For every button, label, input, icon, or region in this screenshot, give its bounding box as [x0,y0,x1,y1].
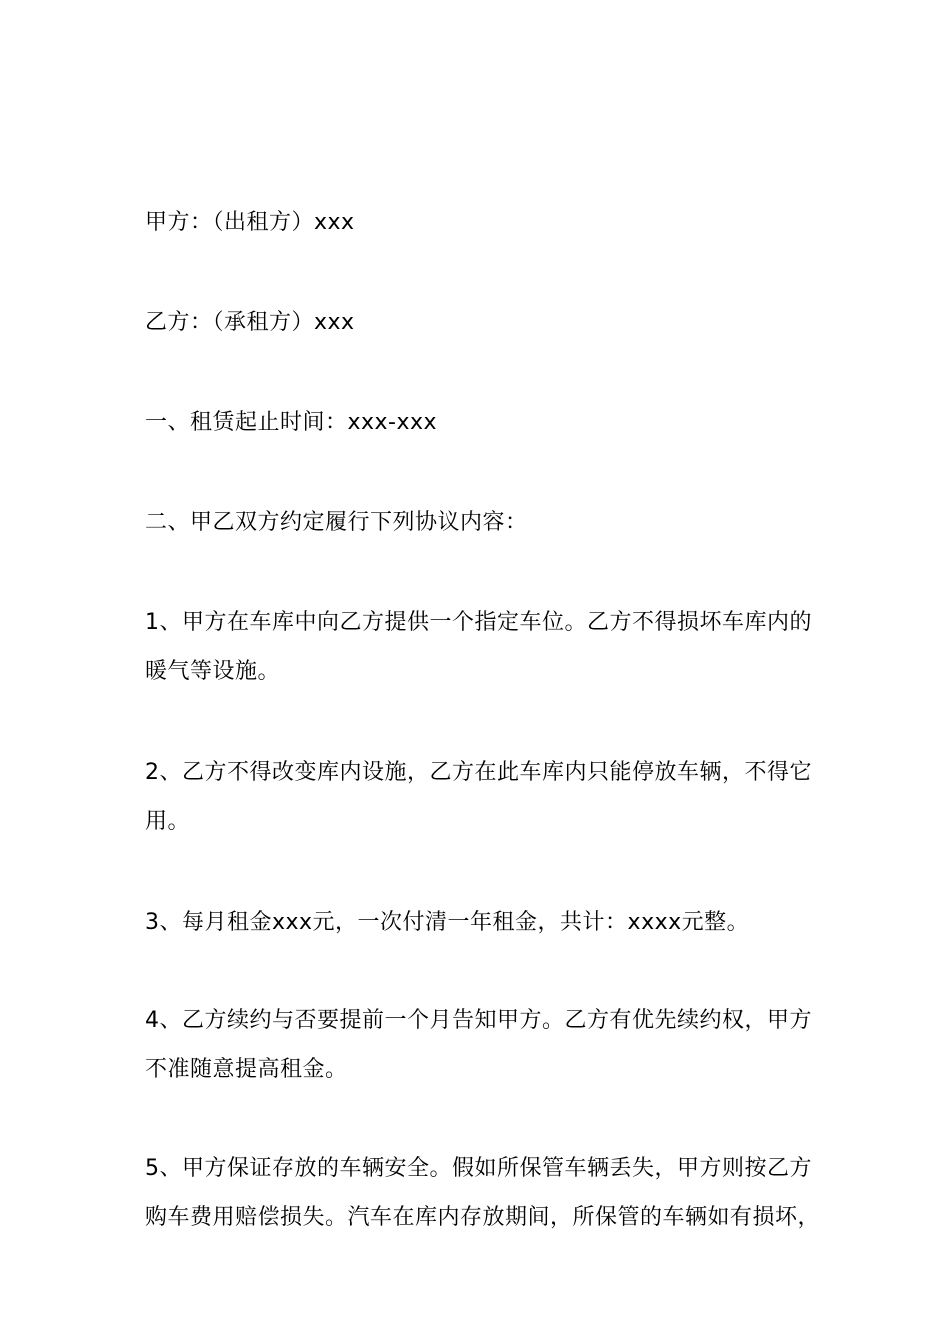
clause-4: 4、乙方续约与否要提前一个月告知甲方。乙方有优先续约权，甲方不准随意提高租金。 [145,1008,812,1082]
agreement-heading: 二、甲乙双方约定履行下列协议内容： [145,510,528,535]
lease-term-heading: 一、租赁起止时间：xxx-xxx [145,410,438,435]
party-b-line: 乙方：（承租方）xxx [145,310,355,335]
clause-5: 5、甲方保证存放的车辆安全。假如所保管车辆丢失，甲方则按乙方购车费用赔偿损失。汽车在库内存放期间，所保管的车辆如有损坏， [145,1156,821,1230]
clause-3: 3、每月租金xxx元，一次付清一年租金，共计：xxxx元整。 [145,910,750,935]
party-a-line: 甲方：（出租方）xxx [145,210,355,235]
clause-1: 1、甲方在车库中向乙方提供一个指定车位。乙方不得损坏车库内的暖气等设施。 [145,610,812,684]
clause-2: 2、乙方不得改变库内设施，乙方在此车库内只能停放车辆，不得它用。 [145,760,812,834]
